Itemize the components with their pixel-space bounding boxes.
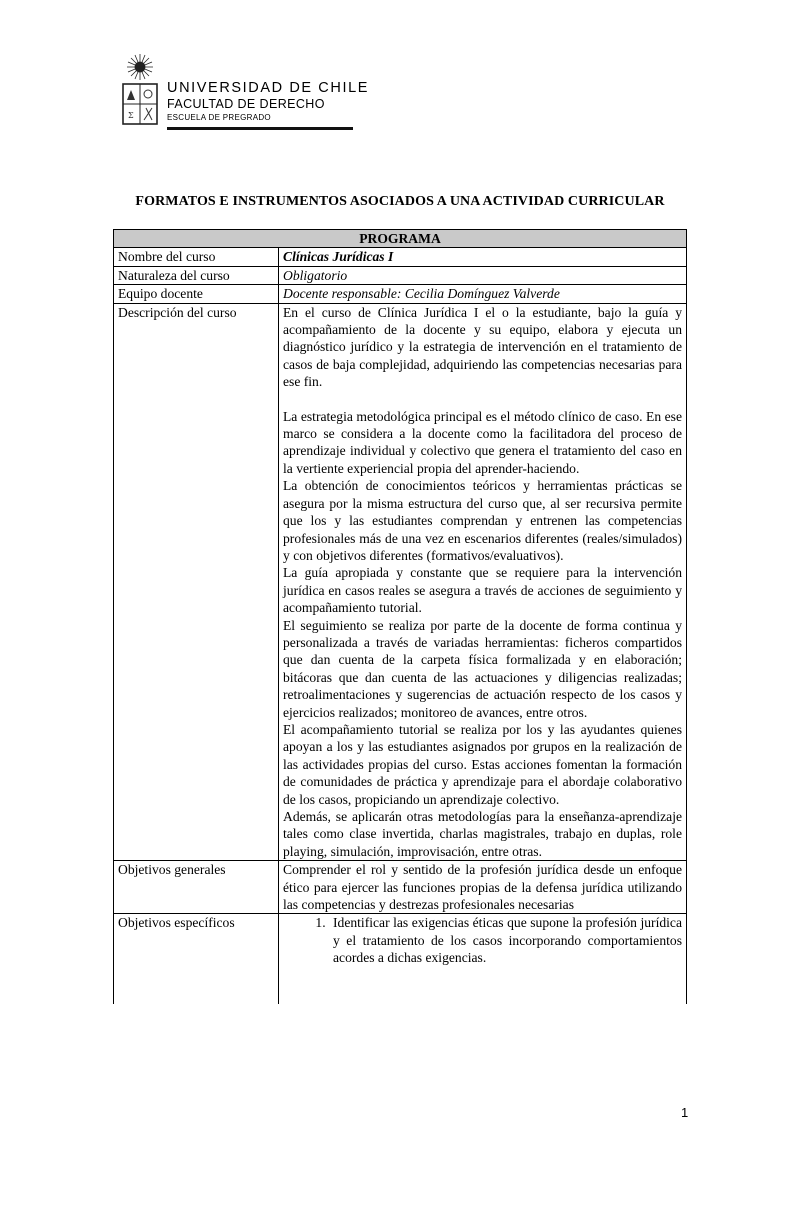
svg-text:Σ: Σ xyxy=(128,111,134,120)
row-label: Naturaleza del curso xyxy=(114,266,279,284)
faculty-name: FACULTAD DE DERECHO xyxy=(167,97,325,111)
specific-objectives-list xyxy=(283,914,682,966)
description-value xyxy=(279,303,687,861)
table-row xyxy=(114,303,687,861)
description-paragraph: La estrategia metodológica principal es el método clínico de caso. En ese marco se considera a la docente como la facilitadora del proceso de aprendizaje individual y colectivo que genera el tratamiento del caso en la vertiente experiencial propia del aprender-haciendo. xyxy=(283,408,682,476)
team-rest: : Cecilia Domínguez Valverde xyxy=(396,286,560,302)
course-nature-value: Obligatorio xyxy=(279,266,687,284)
page-number: 1 xyxy=(681,1105,689,1120)
header-rule xyxy=(167,127,353,130)
university-seal-logo xyxy=(116,52,164,132)
specific-objectives-value xyxy=(279,914,687,1005)
description-paragraph: La obtención de conocimientos teóricos y herramientas prácticas se asegura por la misma estructura del curso que, al ser recursiva permite que los y las estudiantes comprendan y entrenen las competencias profesionales más de una vez en escenarios diferentes (reales/simulados) y con objetivos diferentes (formativos/evaluativos). xyxy=(283,478,682,563)
table-row xyxy=(114,914,687,1005)
description-paragraph: El acompañamiento tutorial se realiza por los y las ayudantes quienes apoyan a los y las estudiantes asignados por grupos en la realización de las actividades propias del curso. Estas acciones fomentan la formación de comunidades de práctica y aprendizaje para el abordaje colaborativo de los casos, propiciando un aprendizaje colectivo. xyxy=(283,721,682,807)
table-heading: PROGRAMA xyxy=(114,230,687,248)
row-label: Descripción del curso xyxy=(114,303,279,861)
description-paragraph: En el curso de Clínica Jurídica I el o la estudiante, bajo la guía y acompañamiento de la docente y su equipo, elabora y ejecuta un diagnóstico jurídico y la estrategia de intervención en el tratamiento de casos de baja complejidad, adquiriendo las competencias necesarias para ese fin. xyxy=(283,304,682,390)
table-row xyxy=(114,285,687,303)
list-item: 1. Identificar las exigencias éticas que supone la profesión jurídica y el tratamiento de los casos incorporando comportamientos acordes a dichas exigencias. xyxy=(329,914,682,966)
row-label: Objetivos generales xyxy=(114,861,279,914)
description-paragraph: Además, se aplicarán otras metodologías para la enseñanza-aprendizaje tales como clase invertida, charlas magistrales, trabajo en duplas, role playing, simulación, improvisación, entre otras. xyxy=(283,809,682,859)
teaching-team-value xyxy=(279,285,687,303)
university-name: UNIVERSIDAD DE CHILE xyxy=(167,80,370,96)
document-title: FORMATOS E INSTRUMENTOS ASOCIADOS A UNA ACTIVIDAD CURRICULAR xyxy=(135,194,665,209)
row-label: Objetivos específicos xyxy=(114,914,279,1005)
description-paragraph: La guía apropiada y constante que se requiere para la intervención jurídica en casos reales se asegura a través de acciones de seguimiento y acompañamiento tutorial. xyxy=(283,565,682,616)
team-prefix: Docente responsable xyxy=(283,286,397,302)
table-row xyxy=(114,861,687,914)
description-paragraph: El seguimiento se realiza por parte de la docente de forma continua y personalizada a través de variadas herramientas: ficheros compartidos que dan cuenta de la carpeta física formalizada y en elaboración; bitácoras que dan cuenta de las actuaciones y diligencias realizadas; retroalimentaciones y sugerencias de actuación respecto de los casos y ejercicios realizados; monitoreo de avances, entre otros. xyxy=(283,617,682,720)
institution-header xyxy=(116,52,370,132)
row-label: Equipo docente xyxy=(114,285,279,303)
row-label: Nombre del curso xyxy=(114,248,279,266)
program-table xyxy=(113,229,687,1004)
table-row xyxy=(114,248,687,266)
school-name: ESCUELA DE PREGRADO xyxy=(167,113,271,122)
general-objectives-value: Comprender el rol y sentido de la profesión jurídica desde un enfoque ético para ejercer las funciones propias de la defensa jurídica utilizando las competencias y destrezas profesionales necesarias xyxy=(279,861,687,914)
table-row xyxy=(114,266,687,284)
course-name-value: Clínicas Jurídicas I xyxy=(279,248,687,266)
